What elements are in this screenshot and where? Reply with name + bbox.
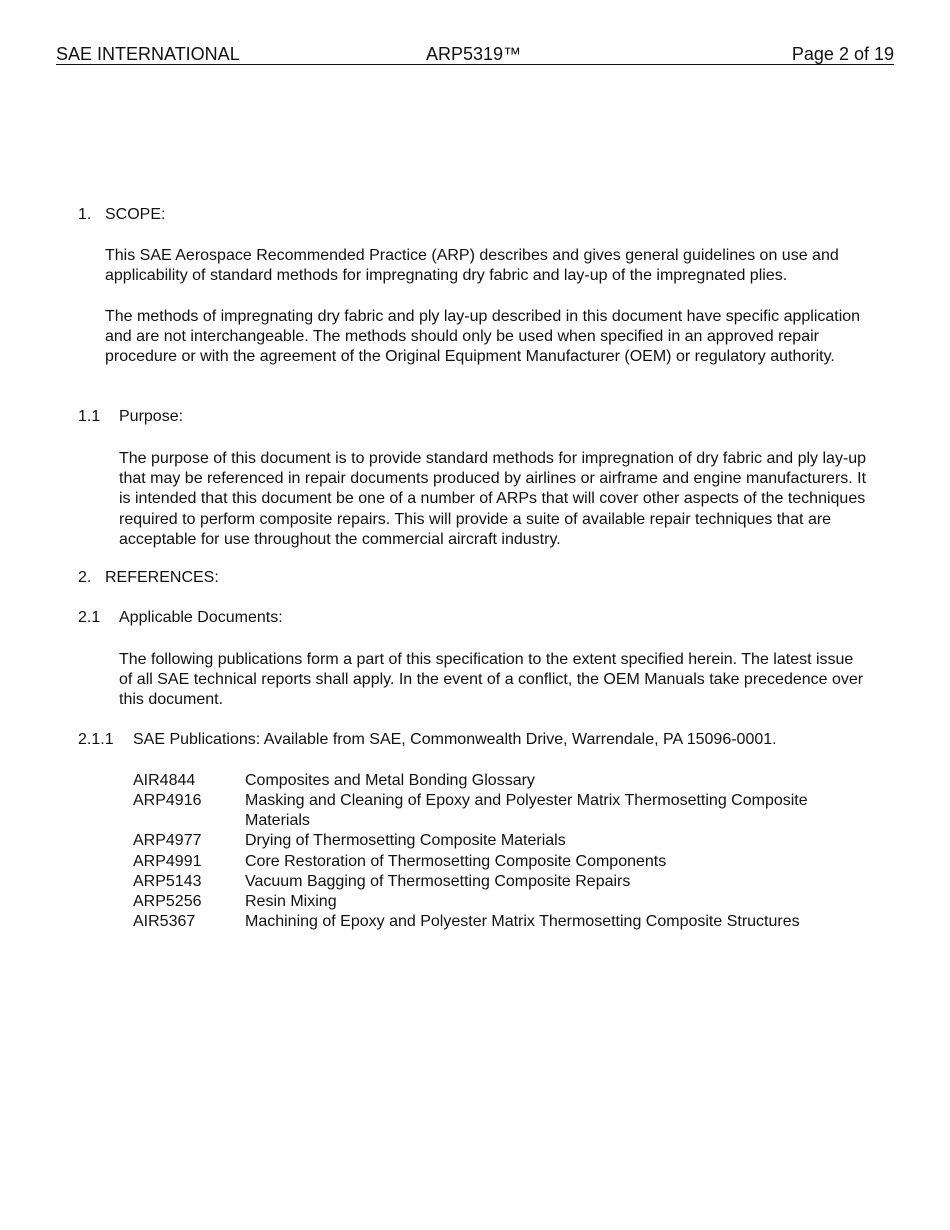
header-document-id: ARP5319™ — [426, 44, 522, 64]
page-header — [56, 44, 894, 65]
reference-code: ARP5143 — [133, 873, 202, 890]
applicable-documents-paragraph: The following publications form a part of this specification to the extent specified herein. The latest issue of all SAE technical reports shall apply. In the event of a conflict, the OEM Manuals take precedence over this document. — [119, 651, 864, 709]
scope-paragraph-2: The methods of impregnating dry fabric and ply lay-up described in this document have specific application and are not interchangeable. The methods should only be used when specified in an approved repair procedure or with the agreement of the Original Equipment Manufacturer (OEM) or regulatory authority. — [105, 308, 861, 366]
section-heading-purpose: Purpose: — [119, 408, 184, 425]
section-heading-applicable-documents: Applicable Documents: — [119, 609, 283, 626]
reference-title: Vacuum Bagging of Thermosetting Composite Repairs — [245, 873, 631, 890]
reference-code: ARP4991 — [133, 853, 202, 870]
reference-code: ARP4977 — [133, 832, 202, 849]
reference-title: Core Restoration of Thermosetting Composite Components — [245, 853, 667, 870]
reference-title: Resin Mixing — [245, 893, 337, 910]
header-organization: SAE INTERNATIONAL — [56, 44, 240, 64]
section-number-applicable-documents: 2.1 — [78, 609, 101, 626]
section-number-purpose: 1.1 — [78, 408, 101, 425]
section-number-sae-publications: 2.1.1 — [78, 731, 114, 748]
reference-title: Composites and Metal Bonding Glossary — [245, 772, 535, 789]
section-number-scope: 1. — [78, 206, 92, 223]
scope-paragraph-1: This SAE Aerospace Recommended Practice (ARP) describes and gives general guidelines on use and applicability of standard methods for impregnating dry fabric and lay-up of the impregnated plies. — [105, 247, 839, 285]
reference-code: ARP4916 — [133, 792, 202, 809]
section-number-references: 2. — [78, 569, 92, 586]
reference-title: Masking and Cleaning of Epoxy and Polyester Matrix Thermosetting Composite Materials — [245, 792, 808, 830]
reference-code: AIR4844 — [133, 772, 196, 789]
reference-code: ARP5256 — [133, 893, 202, 910]
reference-code: AIR5367 — [133, 913, 196, 930]
sae-publications-text: SAE Publications: Available from SAE, Commonwealth Drive, Warrendale, PA 15096-0001. — [133, 731, 777, 748]
reference-title: Drying of Thermosetting Composite Materials — [245, 832, 566, 849]
section-heading-scope: SCOPE: — [105, 206, 166, 223]
header-page-number: Page 2 of 19 — [791, 44, 894, 64]
purpose-paragraph: The purpose of this document is to provide standard methods for impregnation of dry fabric and ply lay-up that may be referenced in repair documents produced by airlines or airframe and engine manufacturers. It is intended that this document be one of a number of ARPs that will cover other aspects of the techniques required to perform composite repairs. This will provide a suite of available repair techniques that are acceptable for use throughout the commercial aircraft industry. — [119, 450, 867, 548]
reference-title: Machining of Epoxy and Polyester Matrix Thermosetting Composite Structures — [245, 913, 800, 930]
section-heading-references: REFERENCES: — [105, 569, 219, 586]
